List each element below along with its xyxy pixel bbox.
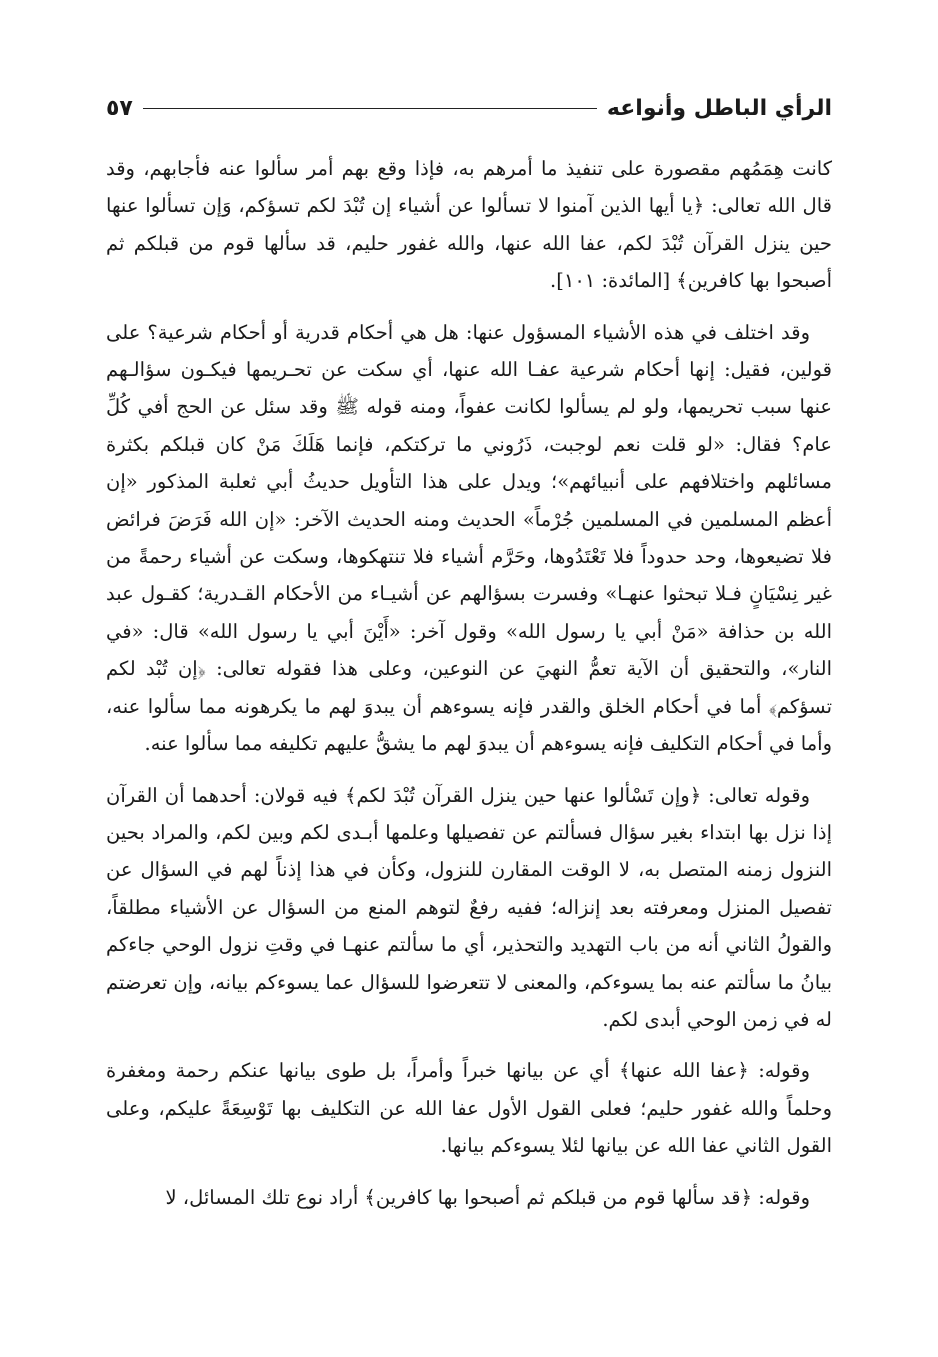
paragraph-gap <box>106 1165 832 1179</box>
paragraph: وقد اختلف في هذه الأشياء المسؤول عنها: هل هي أحكام قدرية أو أحكام شرعية؟ على قولين، فقيل: إنها أحكام شرعية عفـا الله عنها، أي سكت عن تحـريمها فيكـون سؤالـهم عنها سبب تحريمها، ولو لم يسألوا لكانت عفواً، ومنه قوله ﷺ وقد سئل عن الحج أفي كُلِّ عام؟ فقال: «لو قلت نعم لوجبت، ذَرُوني ما تركتكم، فإنما هَلَكَ مَنْ كان قبلكم بكثرة مسائلهم واختلافهم على أنبيائهم»؛ ويدل على هذا التأويل حديثُ أبي ثعلبة المذكور «إن أعظم المسلمين في المسلمين جُرْماً» الحديث ومنه الحديث الآخر: «إن الله فَرَضَ فرائض فلا تضيعوها، وحد حدوداً فلا تَعْتَدُوها، وحَرَّم أشياء فلا تنتهكوها، وسكت عن أشياء رحمةً من غير نِسْيَانٍ فـلا تبحثوا عنهـا» وفسرت بسؤالهم عن أشيـاء من الأحكام القـدرية؛ كقـول عبد الله بن حذافة «مَنْ أبي يا رسول الله» وقول آخر: «أَيْنَ أبي يا رسول الله» قال: «في النار»، والتحقيق أن الآية تعمُّ النهيَ عن النوعين، وعلى هذا فقوله تعالى: ﴿إن تُبْد لكم تسؤكم﴾ أما في أحكام الخلق والقدر فإنه يسوءهم أن يبدوَ لهم ما يكرهونه مما سألوا عنه، وأما في أحكام التكليف فإنه يسوءهم أن يبدوَ لهم ما يشقُّ عليهم تكليفه مما سألوا عنه. <box>106 320 832 756</box>
paragraph: وقوله تعالى: ﴿وإن تَسْألوا عنها حين ينزل القرآن تُبْدَ لكم﴾ فيه قولان: أحدهما أن القرآن إذا نزل بها ابتداء بغير سؤال فسألتم عن تفصيلها وعلمها أبـدى لكم وبين لكم، والمراد بحين النزول زمنه المتصل به، لا الوقت المقارن للنزول، وكأن في هذا إذناً لهم في السؤال عن تفصيل المنزل ومعرفته بعد إنزاله؛ ففيه رفعٌ لتوهم المنع من السؤال عن الأشياء مطلقاً، والقولُ الثاني أنه من باب التهديد والتحذير، أي ما سألتم عنهـا في وقتِ نزول الوحي جاءكم بيانُ ما سألتم عنه بما يسوءكم، والمعنى لا تتعرضوا للسؤال عما يسوءكم بيانه، وإن تعرضتم له في زمن الوحي أبدى لكم. <box>106 783 833 1031</box>
page-body <box>106 150 832 1216</box>
page-number: ٥٧ <box>106 95 133 121</box>
paragraph: كانت هِمَمُهم مقصورة على تنفيذ ما أمرهم به، فإذا وقع بهم أمر سألوا عنه فأجابهم، وقد قال الله تعالى: ﴿يا أيها الذين آمنوا لا تسألوا عن أشياء إن تُبْدَ لكم تسؤكم، وَإن تسألوا عنها حين ينزل القرآن تُبْدَ لكم، عفا الله عنها، والله غفور حليم، قد سألها قوم من قبلكم ثم أصبحوا بها كافرين﴾ [المائدة: ١٠١]. <box>106 157 833 293</box>
paragraph-gap <box>106 1038 832 1052</box>
paragraph-gap <box>106 300 832 314</box>
paragraph: وقوله: ﴿قد سألها قوم من قبلكم ثم أصبحوا بها كافرين﴾ أراد نوع تلك المسائل، لا <box>165 1185 810 1209</box>
paragraph-gap <box>106 763 832 777</box>
paragraph: وقوله: ﴿عفا الله عنها﴾ أي عن بيانها خبراً وأمراً، بل طوى بيانها عنكم رحمة ومغفرة وحلماً والله غفور حليم؛ فعلى القول الأول عفا الله عن التكليف بها تَوْسِعَةً عليكم، وعلى القول الثاني عفا الله عن بيانها لئلا يسوءكم بيانها. <box>106 1059 832 1158</box>
header-title: الرأي الباطل وأنواعه <box>606 95 832 121</box>
header-rule <box>143 108 597 109</box>
running-header <box>106 88 832 128</box>
